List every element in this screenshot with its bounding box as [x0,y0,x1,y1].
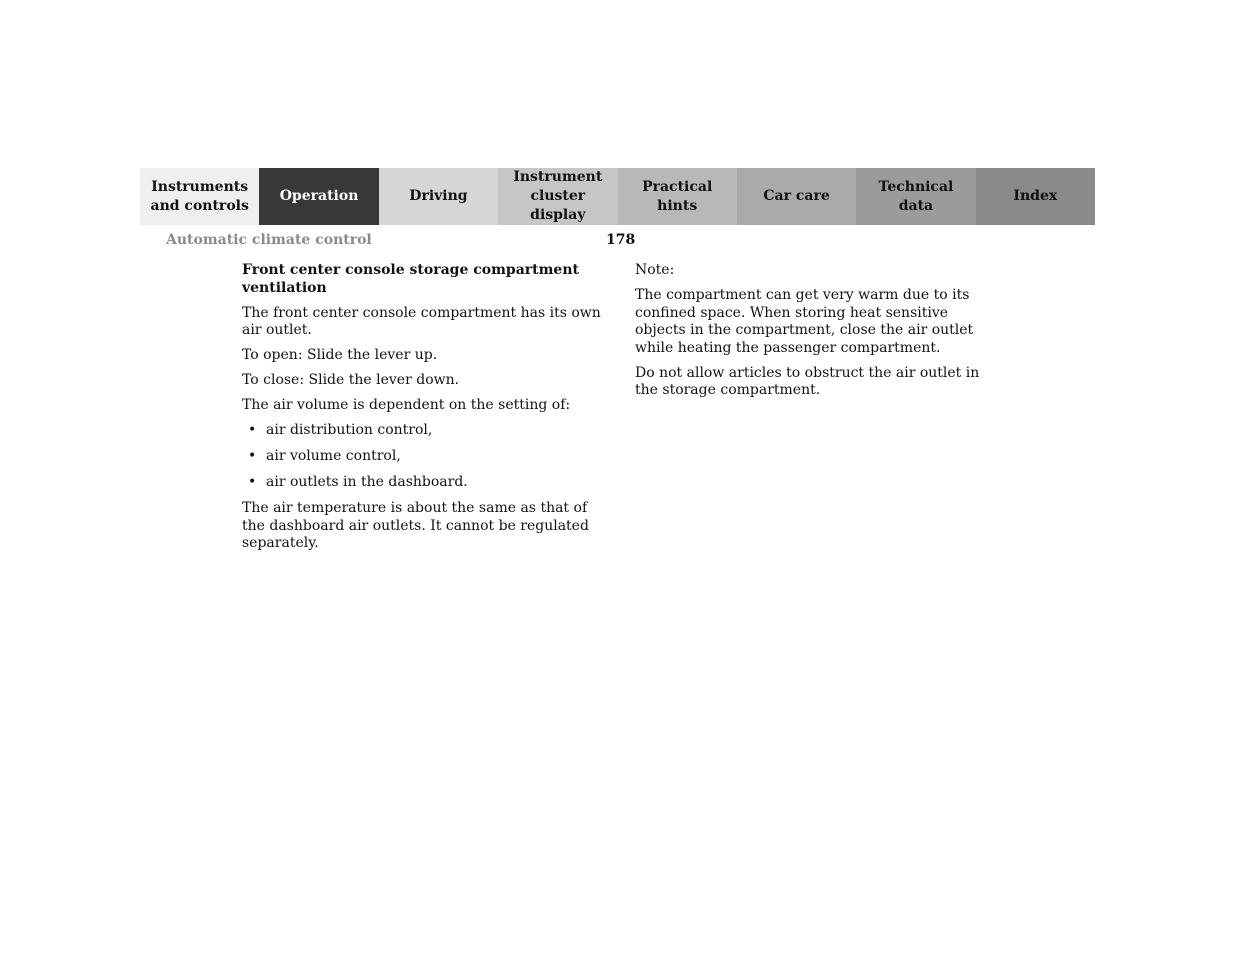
tab-operation[interactable]: Operation [259,168,378,225]
left-column [242,262,604,560]
subsection-heading: Front center console storage compartment ventilation [242,262,579,296]
paragraph: The front center console compartment has its own air outlet. [242,304,601,338]
paragraph: To close: Slide the lever down. [242,372,460,388]
right-column [635,262,997,407]
bullet-icon: • [248,474,257,490]
note-paragraph: Do not allow articles to obstruct the air outlet in the storage compartment. [635,364,980,398]
note-paragraph: The compartment can get very warm due to its confined space. When storing heat sensitive objects in the compartment, close the air outlet while heating the passenger compartment. [635,287,974,356]
section-title: Automatic climate control [166,232,372,248]
paragraph: The air temperature is about the same as that of the dashboard air outlets. It cannot be regulated separately. [242,500,589,551]
tab-instrument-cluster-display[interactable]: Instrument cluster display [498,168,617,225]
list-item: • air volume control, [248,448,401,464]
bullet-list [242,422,604,492]
list-item: • air distribution control, [248,422,433,438]
tab-instruments-and-controls[interactable]: Instruments and controls [140,168,259,225]
paragraph: The air volume is dependent on the setting of: [242,397,571,413]
tab-driving[interactable]: Driving [379,168,498,225]
page-number: 178 [606,232,636,248]
bullet-icon: • [248,448,257,464]
tab-practical-hints[interactable]: Practical hints [618,168,737,225]
section-nav [140,168,1095,225]
note-label: Note: [635,262,675,278]
tab-technical-data[interactable]: Technical data [856,168,975,225]
bullet-icon: • [248,422,257,438]
page-header [166,232,1096,252]
paragraph: To open: Slide the lever up. [242,347,438,363]
tab-index[interactable]: Index [976,168,1095,225]
list-item: • air outlets in the dashboard. [248,474,468,490]
tab-car-care[interactable]: Car care [737,168,856,225]
